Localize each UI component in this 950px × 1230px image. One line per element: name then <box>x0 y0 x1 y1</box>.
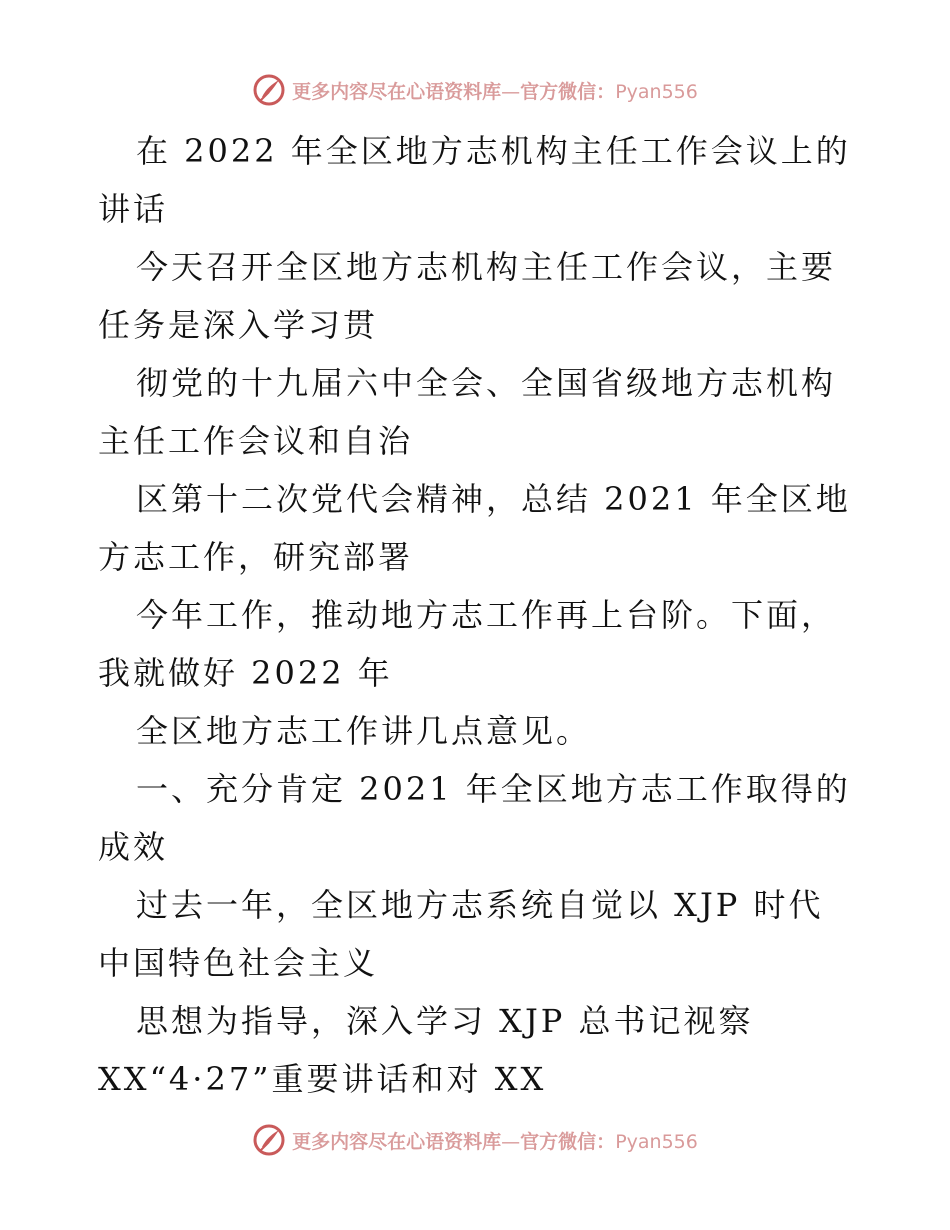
watermark-label: 官方微信： <box>520 80 616 103</box>
watermark-handle: Pyan556 <box>615 1130 698 1153</box>
paragraph-9: XX“4·27”重要讲话和对 XX <box>98 1060 547 1098</box>
feather-seal-logo-icon <box>252 1123 286 1157</box>
watermark-banner-top <box>0 70 950 110</box>
watermark-site-text: 更多内容尽在心语资料库 <box>292 80 502 103</box>
watermark-text <box>292 1127 698 1154</box>
paragraph-2: 彻党的十九届六中全会、全国省级地方志机构主任工作会议和自治 <box>98 364 837 460</box>
watermark-label: 官方微信： <box>520 1130 616 1153</box>
paragraph-4: 今年工作，推动地方志工作再上台阶。下面，我就做好 2022 年 <box>98 596 837 692</box>
section-heading-1: 一、充分肯定 2021 年全区地方志工作取得的成效 <box>98 770 851 866</box>
watermark-text <box>292 77 698 104</box>
watermark-handle: Pyan556 <box>615 80 698 103</box>
paragraph-8: 思想为指导，深入学习 XJP 总书记视察 <box>136 1002 754 1040</box>
paragraph-3: 区第十二次党代会精神，总结 2021 年全区地方志工作，研究部署 <box>98 480 851 576</box>
watermark-banner-bottom <box>0 1120 950 1160</box>
document-body <box>98 122 858 1108</box>
paragraph-5: 全区地方志工作讲几点意见。 <box>136 712 592 750</box>
paragraph-1: 今天召开全区地方志机构主任工作会议，主要任务是深入学习贯 <box>98 248 837 344</box>
watermark-separator: — <box>501 80 521 103</box>
document-title: 在 2022 年全区地方志机构主任工作会议上的讲话 <box>98 132 851 228</box>
paragraph-7: 过去一年，全区地方志系统自觉以 XJP 时代中国特色社会主义 <box>98 886 824 982</box>
watermark-site-text: 更多内容尽在心语资料库 <box>292 1130 502 1153</box>
watermark-separator: — <box>501 1130 521 1153</box>
feather-seal-logo-icon <box>252 73 286 107</box>
